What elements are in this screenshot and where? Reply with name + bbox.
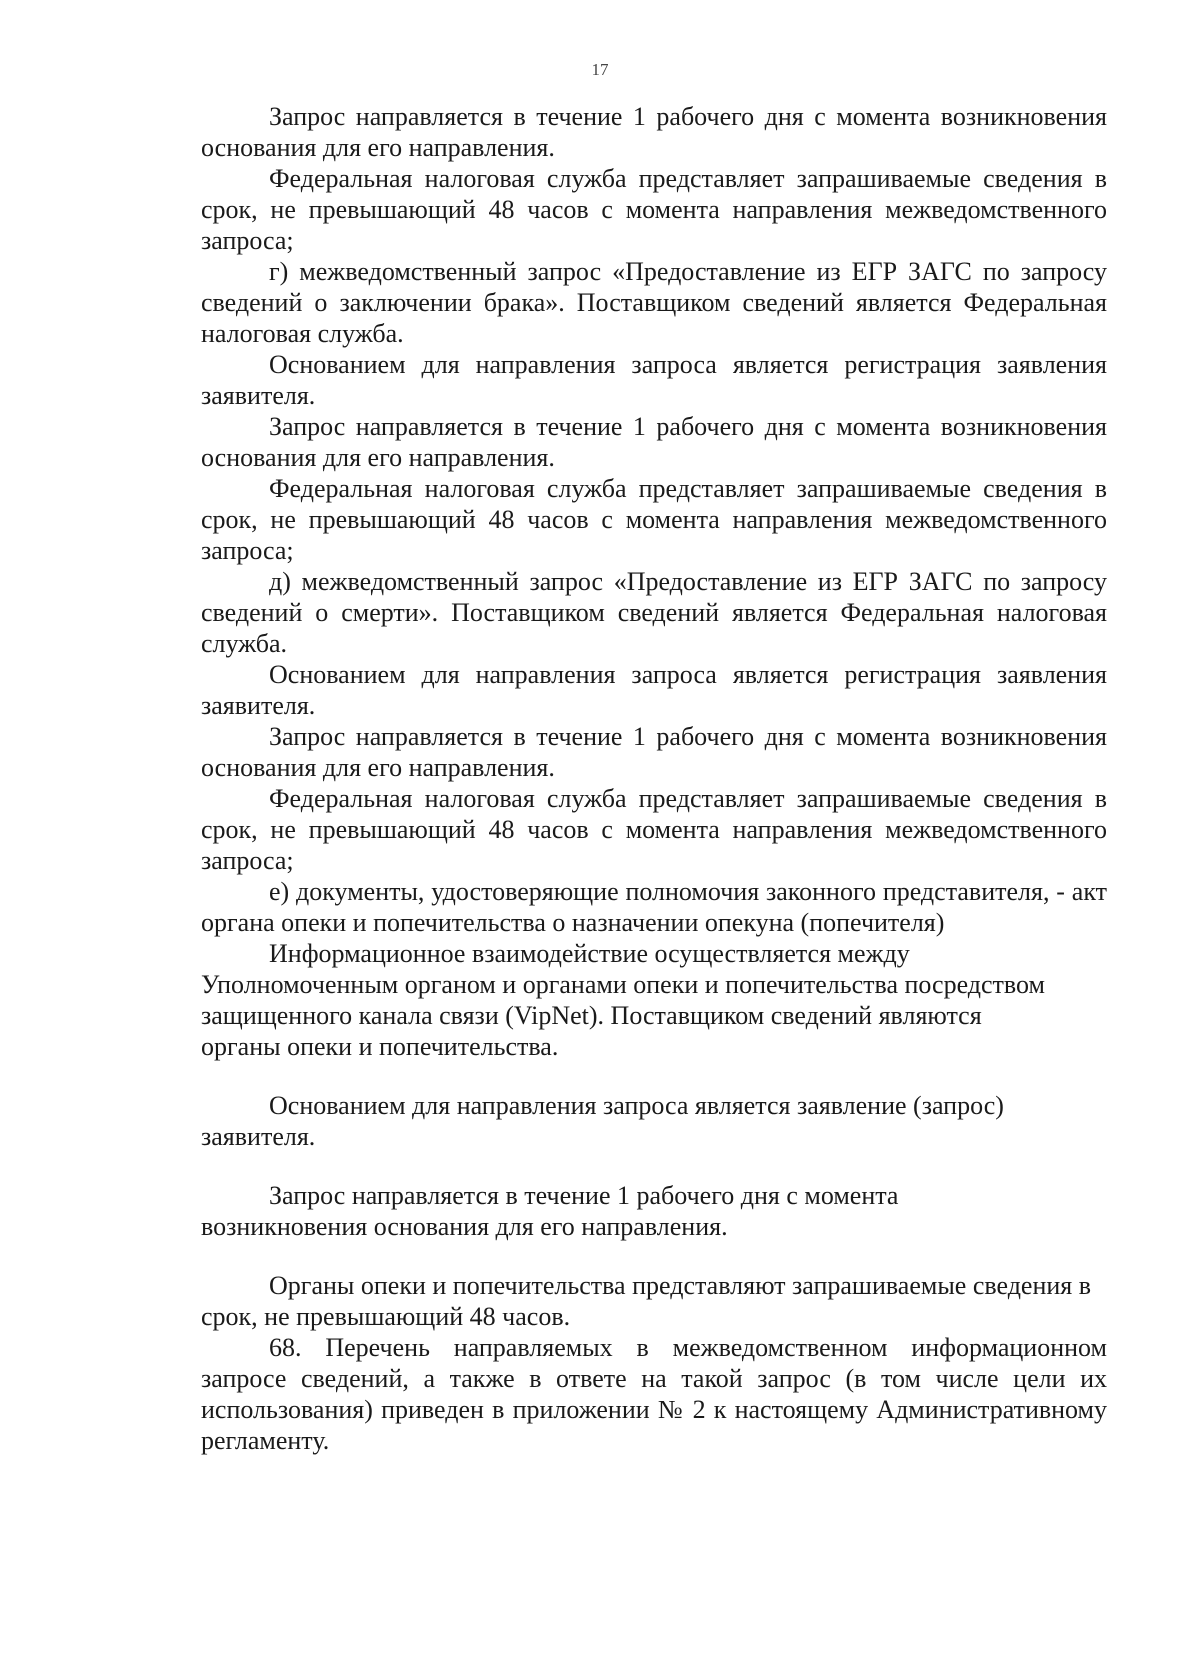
paragraph-basis-1: Основанием для направления запроса является регистрация заявления заявителя. <box>201 350 1107 410</box>
document-body <box>201 101 1107 1456</box>
page-number: 17 <box>591 60 609 79</box>
paragraph-request-timing-1: Запрос направляется в течение 1 рабочего дня с момента возникновения основания для его направления. <box>201 102 1107 162</box>
paragraph-request-timing-2: Запрос направляется в течение 1 рабочего дня с момента возникновения основания для его направления. <box>201 412 1107 472</box>
paragraph-interaction: Информационное взаимодействие осуществляется между Уполномоченным органом и органами опеки и попечительства посредством защищенного канала связи (VipNet). Поставщиком сведений являются органы опеки и попечительства. <box>201 939 1045 1061</box>
paragraph-item-e: е) документы, удостоверяющие полномочия законного представителя, - акт органа опеки и попечительства о назначении опекуна (попечителя) <box>201 877 1107 937</box>
paragraph-item-68: 68. Перечень направляемых в межведомственном информационном запросе сведений, а также в ответе на такой запрос (в том числе цели их использования) приведен в приложении № 2 к настоящему Административному регламенту. <box>201 1333 1107 1455</box>
paragraph-fns-response-3: Федеральная налоговая служба представляет запрашиваемые сведения в срок, не превышающий 48 часов с момента направления межведомственного запроса; <box>201 784 1107 875</box>
paragraph-basis-3: Основанием для направления запроса является заявление (запрос) заявителя. <box>201 1091 1004 1151</box>
paragraph-fns-response-2: Федеральная налоговая служба представляет запрашиваемые сведения в срок, не превышающий 48 часов с момента направления межведомственного запроса; <box>201 474 1107 565</box>
paragraph-item-d: д) межведомственный запрос «Предоставление из ЕГР ЗАГС по запросу сведений о смерти». Поставщиком сведений является Федеральная налоговая служба. <box>201 567 1107 658</box>
paragraph-item-g: г) межведомственный запрос «Предоставление из ЕГР ЗАГС по запросу сведений о заключении брака». Поставщиком сведений является Федеральная налоговая служба. <box>201 257 1107 348</box>
paragraph-request-timing-3: Запрос направляется в течение 1 рабочего дня с момента возникновения основания для его направления. <box>201 722 1107 782</box>
paragraph-guardianship-response: Органы опеки и попечительства представляют запрашиваемые сведения в срок, не превышающий 48 часов. <box>201 1271 1092 1331</box>
paragraph-fns-response-1: Федеральная налоговая служба представляет запрашиваемые сведения в срок, не превышающий 48 часов с момента направления межведомственного запроса; <box>201 164 1107 255</box>
paragraph-request-timing-4: Запрос направляется в течение 1 рабочего дня с момента возникновения основания для его направления. <box>201 1181 899 1241</box>
paragraph-basis-2: Основанием для направления запроса является регистрация заявления заявителя. <box>201 660 1107 720</box>
